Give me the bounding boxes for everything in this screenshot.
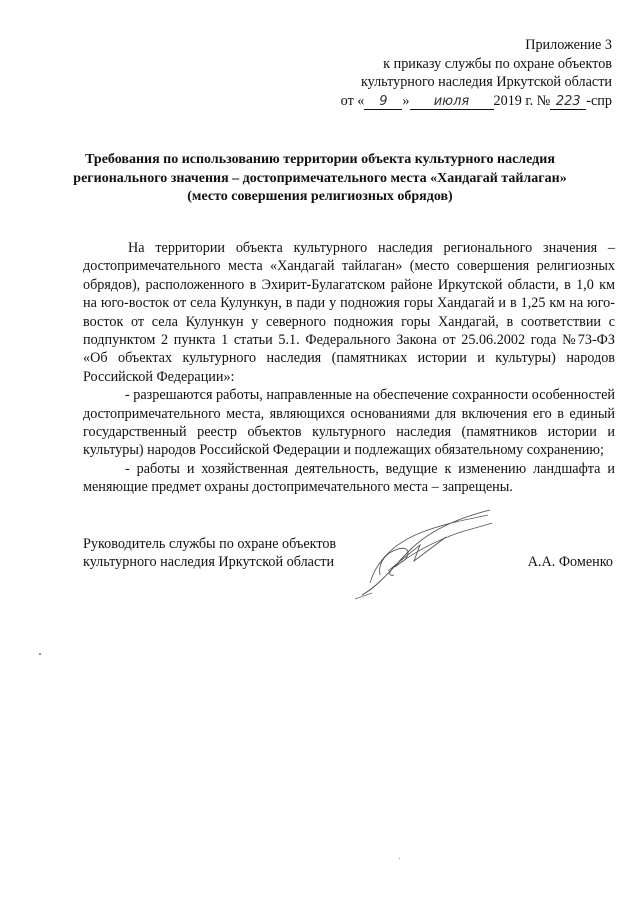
handwritten-signature (350, 505, 500, 600)
signatory-position (83, 535, 336, 572)
handwritten-day: 9 (364, 94, 402, 110)
title-line-1: Требования по использованию территории объекта культурного наследия (85, 152, 555, 167)
body-bullet-allowed: - разрешаются работы, направленные на обеспечение сохранности особенностей достопримечательного места, являющихся основаниями для включения его в единый государственный реестр объектов культурного наследия (памятников истории и культуры) народов Российской Федерации и подлежащих обязательному сохранению; (83, 387, 615, 459)
date-close: » (402, 92, 410, 109)
title-line-2: регионального значения – достопримечательного места «Хандагай тайлаган» (73, 170, 567, 186)
appendix-number: Приложение 3 (525, 37, 612, 53)
body-paragraph-intro: На территории объекта культурного наследия регионального значения – достопримечательного места «Хандагай тайлаган» (место совершения религиозных обрядов), расположенного в Эхирит-Булагатском районе Иркутской области, в 1,0 км на юго-восток от села Кулункун, в пади у подножия горы Хандагай и в 1,25 км на юго-восток от села Кулункун у северного подножия горы Хандагай, в соответствии с подпунктом 2 пункта 1 статьи 5.1. Федерального Закона от 25.06.2002 года №73-ФЗ «Об объектах культурного наследия (памятниках истории и культуры) народов Российской Федерации»: (83, 240, 615, 385)
appendix-date-line (341, 92, 612, 111)
document-title (70, 151, 570, 207)
signatory-position-line-2: культурного наследия Иркутской области (83, 554, 335, 571)
handwritten-month: июля (410, 94, 494, 110)
document-body (83, 239, 615, 497)
year-number-text: 2019 г. № (493, 92, 551, 109)
appendix-header (341, 36, 612, 110)
scan-speck (399, 858, 400, 859)
body-bullet-prohibited: - работы и хозяйственная деятельность, ведущие к изменению ландшафта и меняющие предмет охраны достопримечательного места – запрещены. (83, 460, 615, 496)
signatory-name: А.А. Фоменко (527, 554, 613, 570)
order-suffix: -спр (586, 92, 612, 109)
appendix-order-ref: к приказу службы по охране объектов (383, 55, 612, 72)
scan-speck (39, 653, 41, 655)
title-line-3: (место совершения религиозных обрядов) (187, 189, 453, 204)
signatory-position-line-1: Руководитель службы по охране объектов (83, 536, 337, 552)
handwritten-order-number: 223 (550, 94, 586, 110)
appendix-agency: культурного наследия Иркутской области (360, 74, 612, 90)
date-prefix: от « (340, 92, 365, 109)
